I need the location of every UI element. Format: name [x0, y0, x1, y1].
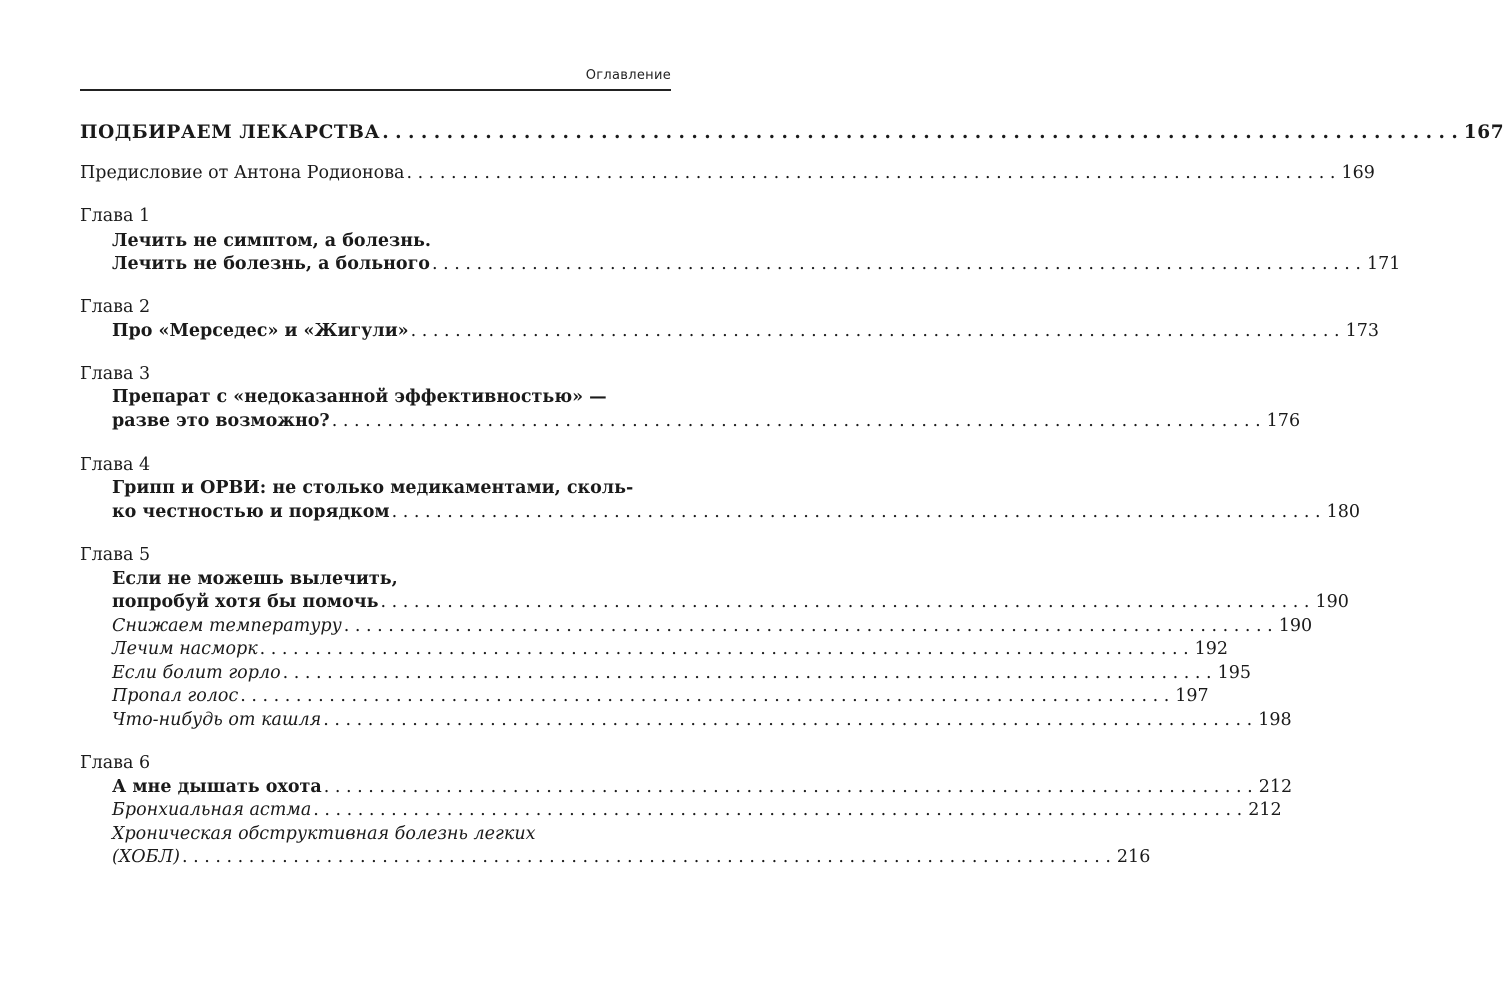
toc-entry-preface[interactable] — [80, 161, 1375, 185]
page-number: 171 — [1366, 254, 1401, 274]
preface-title: Предисловие от Антона Родионова — [80, 163, 405, 183]
toc-entry-section[interactable] — [112, 637, 1229, 661]
toc-entry-chapter-4[interactable] — [112, 500, 1361, 524]
dot-leader — [332, 409, 1261, 433]
chapter-title: попробуй хотя бы помочь — [112, 592, 379, 612]
page-number: 192 — [1194, 639, 1229, 659]
page-number: 190 — [1278, 616, 1313, 636]
section-title: Если болит горло — [112, 663, 281, 683]
chapter-title: разве это возможно? — [112, 411, 330, 431]
chapter-title: Про «Мерседес» и «Жигули» — [112, 321, 409, 341]
section-title: Что-нибудь от кашля — [112, 710, 322, 730]
chapter-title: Лечить не болезнь, а больного — [112, 254, 430, 274]
chapter-title: Лечить не симптом, а болезнь. — [112, 231, 431, 251]
running-header — [80, 68, 671, 91]
page-number: 195 — [1217, 663, 1251, 683]
chapter-label: Глава 3 — [80, 364, 151, 384]
dot-leader — [324, 775, 1253, 799]
toc-entry-section[interactable] — [112, 614, 1313, 638]
toc-entry-chapter-5[interactable] — [112, 590, 1349, 614]
dot-leader — [407, 161, 1336, 185]
toc-entry-section[interactable] — [112, 845, 1151, 869]
toc-entry-chapter-1[interactable] — [112, 252, 1401, 276]
chapter-label: Глава 1 — [80, 206, 151, 226]
chapter-label: Глава 4 — [80, 455, 151, 475]
toc-entry-section[interactable] — [112, 684, 1209, 708]
page-number: 190 — [1315, 592, 1349, 612]
chapter-label: Глава 2 — [80, 297, 151, 317]
dot-leader — [382, 121, 1458, 145]
page-number: 198 — [1258, 710, 1292, 730]
page-number: 197 — [1175, 686, 1209, 706]
page-number: 176 — [1266, 411, 1301, 431]
dot-leader — [182, 845, 1111, 869]
dot-leader — [313, 798, 1242, 822]
chapter-label: Глава 6 — [80, 753, 151, 773]
chapter-title: Препарат с «недоказанной эффективностью» — — [112, 387, 607, 407]
part-title: ПОДБИРАЕМ ЛЕКАРСТВА — [80, 122, 381, 143]
section-title: Пропал голос — [112, 686, 239, 706]
page-number: 212 — [1258, 777, 1293, 797]
dot-leader — [240, 684, 1169, 708]
running-title: Оглавление — [585, 68, 671, 83]
section-title: Снижаем температуру — [112, 616, 342, 636]
dot-leader — [392, 500, 1321, 524]
toc-entry-chapter-3[interactable] — [112, 409, 1301, 433]
page-number: 216 — [1116, 847, 1151, 867]
toc-entry-part[interactable] — [80, 121, 1504, 145]
chapter-title: А мне дышать охота — [112, 777, 322, 797]
toc-entry-section[interactable] — [112, 661, 1251, 685]
chapter-label: Глава 5 — [80, 545, 151, 565]
chapter-title: Грипп и ОРВИ: не столько медикаментами, сколь- — [112, 478, 634, 498]
toc-entry-chapter-6[interactable] — [112, 775, 1293, 799]
dot-leader — [344, 614, 1273, 638]
page-number: 173 — [1345, 321, 1380, 341]
dot-leader — [283, 661, 1212, 685]
section-title: Лечим насморк — [112, 639, 258, 659]
chapter-title: ко честностью и порядком — [112, 502, 390, 522]
page-number: 180 — [1326, 502, 1361, 522]
toc-entry-section[interactable] — [112, 798, 1282, 822]
chapter-title: Если не можешь вылечить, — [112, 569, 398, 589]
page-number: 212 — [1248, 800, 1282, 820]
dot-leader — [323, 708, 1252, 732]
toc-entry-section[interactable] — [112, 708, 1292, 732]
dot-leader — [432, 252, 1361, 276]
section-title: Хроническая обструктивная болезнь легких — [112, 824, 536, 844]
dot-leader — [380, 590, 1309, 614]
section-title: Бронхиальная астма — [112, 800, 312, 820]
toc-entry-chapter-2[interactable] — [112, 319, 1380, 343]
dot-leader — [260, 637, 1189, 661]
section-title: (ХОБЛ) — [112, 847, 180, 867]
page-number: 169 — [1341, 163, 1375, 183]
dot-leader — [411, 319, 1340, 343]
page-number: 167 — [1463, 122, 1504, 143]
